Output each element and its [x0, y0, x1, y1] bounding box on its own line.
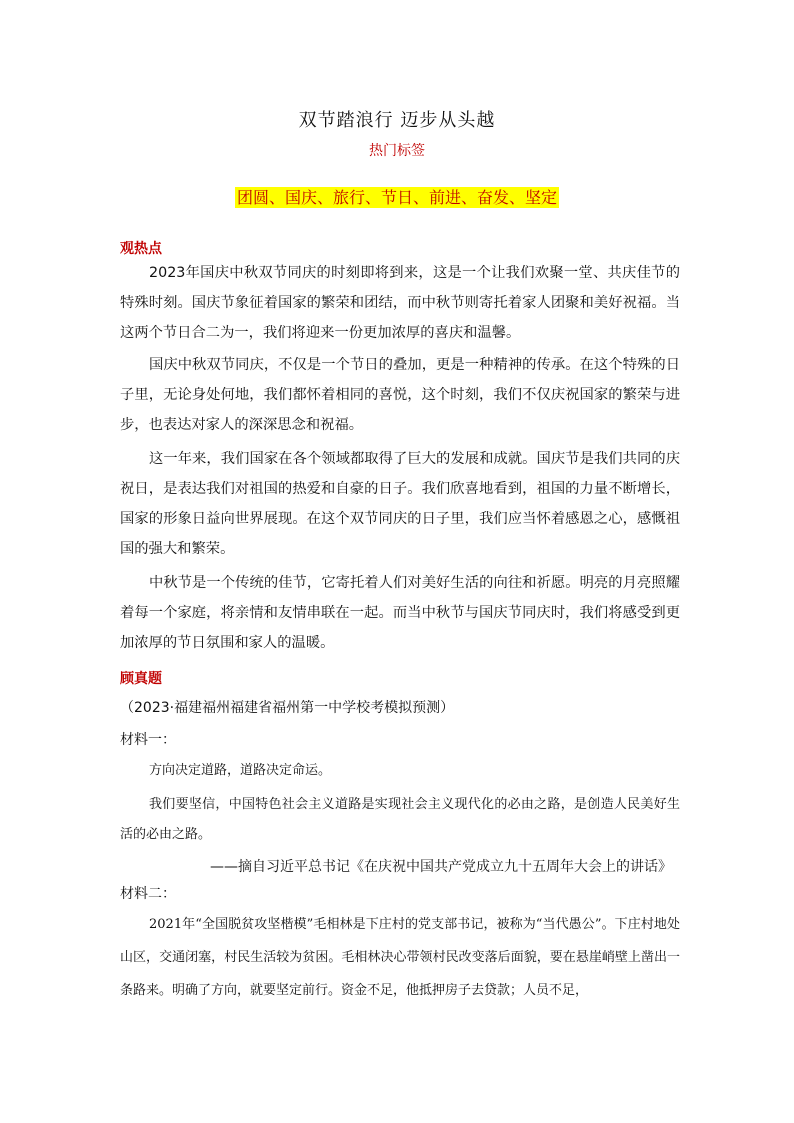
- material-1-label: 材料一：: [120, 732, 176, 748]
- paragraph-3: 这一年来，我们国家在各个领域都取得了巨大的发展和成就。国庆节是我们共同的庆祝日，是表达我们对祖国的热爱和自豪的日子。我们欣喜地看到，祖国的力量不断增长，国家的形象日益向世界展现。在这个双节同庆的日子里，我们应当怀着感恩之心，感慨祖国的强大和繁荣。: [120, 451, 680, 557]
- exam-source: （2023·福建福州福建省福州第一中学校考模拟预测）: [120, 700, 455, 716]
- material-2-label: 材料二：: [120, 886, 176, 902]
- document-subtitle: 热门标签: [369, 143, 425, 159]
- material-1-quote-1: 方向决定道路，道路决定命运。: [149, 763, 332, 778]
- section-heading-hot-topic: 观热点: [120, 241, 162, 257]
- paragraph-1: 2023年国庆中秋双节同庆的时刻即将到来，这是一个让我们欢聚一堂、共庆佳节的特殊时刻。国庆节象征着国家的繁荣和团结，而中秋节则寄托着家人团聚和美好祝福。当这两个节日合二为一，我们将迎来一份更加浓厚的喜庆和温馨。: [120, 265, 680, 341]
- hot-tags: [0, 185, 794, 208]
- material-1-attribution: ——摘自习近平总书记《在庆祝中国共产党成立九十五周年大会上的讲话》: [210, 859, 672, 875]
- document-title: 双节踏浪行 迈步从头越: [298, 110, 496, 131]
- paragraph-4: 中秋节是一个传统的佳节，它寄托着人们对美好生活的向往和祈愿。明亮的月亮照耀着每一个家庭，将亲情和友情串联在一起。而当中秋节与国庆节同庆时，我们将感受到更加浓厚的节日氛围和家人的温暖。: [120, 575, 680, 651]
- material-1-quote-2: 我们要坚信，中国特色社会主义道路是实现社会主义现代化的必由之路，是创造人民美好生活的必由之路。: [120, 797, 680, 842]
- material-2-text: 2021年“全国脱贫攻坚楷模”毛相林是下庄村的党支部书记，被称为“当代愚公”。下庄村地处山区，交通闭塞，村民生活较为贫困。毛相林决心带领村民改变落后面貌，要在悬崖峭壁上凿出一条路来。明确了方向，就要坚定前行。资金不足，他抵押房子去贷款；人员不足，: [120, 917, 680, 998]
- hot-tags-text: 团圆、国庆、旅行、节日、前进、奋发、坚定: [236, 188, 557, 207]
- paragraph-2: 国庆中秋双节同庆，不仅是一个节日的叠加，更是一种精神的传承。在这个特殊的日子里，无论身处何地，我们都怀着相同的喜悦，这个时刻，我们不仅庆祝国家的繁荣与进步，也表达对家人的深深思念和祝福。: [120, 357, 680, 433]
- section-heading-exam: 顾真题: [120, 671, 162, 687]
